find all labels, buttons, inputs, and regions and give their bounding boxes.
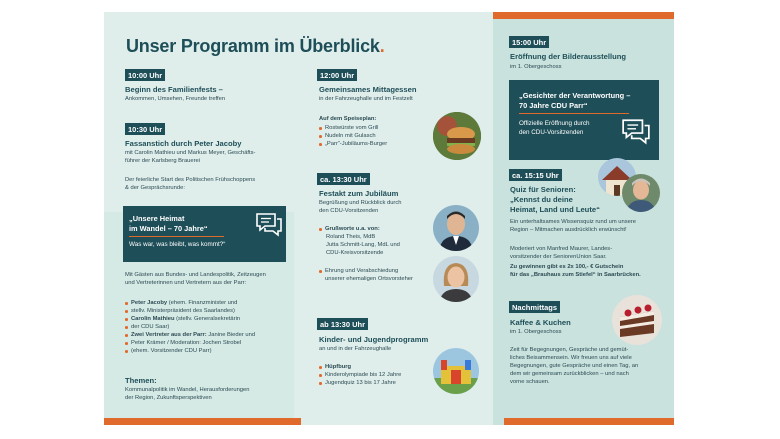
event-text: Der feierliche Start des Politischen Frühschoppens (125, 177, 256, 183)
event-title: Festakt zum Jubiläum (319, 189, 399, 198)
senior-photo (622, 174, 660, 212)
kids-list (319, 363, 401, 387)
quote-box (509, 80, 659, 160)
event-text: im 1. Obergeschoss (510, 64, 562, 70)
event-text: dem wir gemeinsam zurückblicken – und nach (510, 371, 629, 377)
quote-rule (519, 113, 629, 114)
man-portrait (433, 205, 479, 251)
guest-text: und Vertreterinnen und Vertretern aus der Parr: (125, 280, 247, 286)
quote-rule (129, 236, 224, 237)
cake-photo (612, 295, 662, 345)
prize-text: Zu gewinnen gibt es 2x 100,- € Gutschein (510, 264, 624, 270)
quote-subline: Was war, was bleibt, was kommt?“ (129, 241, 226, 248)
event-text: Begegnungen, gute Gespräche und einen Tag, an (510, 363, 639, 369)
event-text: & der Gesprächsrunde: (125, 185, 185, 191)
bouncy-castle-photo (433, 348, 479, 394)
list-item: Kinderolympiade bis 12 Jahre (319, 371, 401, 379)
list-item: Peter Jacoby (ehem. Finanzminister und (125, 299, 255, 307)
themen-text: Kommunalpolitik im Wandel, Herausforderungen (125, 387, 250, 393)
greet-list (319, 225, 380, 233)
food-photo (433, 112, 481, 160)
event-text: an und in der Fahrzeughalle (319, 346, 392, 352)
event-title: „Kennst du deine (510, 195, 573, 204)
quote-line: „Gesichter der Verantwortung – (519, 91, 631, 100)
event-text: Ankommen, Umsehen, Freunde treffen (125, 96, 226, 102)
list-item-cont: der CDU Saar) (125, 323, 255, 331)
themen-text: der Region, Zukunftsperspektiven (125, 395, 212, 401)
cake-image (612, 295, 662, 345)
event-text: vorne schauen. (510, 379, 550, 385)
menu-list (319, 124, 387, 148)
event-text: im 1. Obergeschoss (510, 329, 562, 335)
time-badge: Nachmittags (509, 301, 560, 313)
event-text: führer der Karlsberg Brauerei (125, 158, 201, 164)
event-text: Ein unterhaltsames Wissensquiz rund um unsere (510, 219, 636, 225)
event-text: den CDU-Vorsitzenden (319, 208, 379, 214)
program-flyer (104, 12, 674, 425)
event-title: Kinder- und Jugendprogramm (319, 335, 429, 344)
greet-name: Jutta Schmitt-Lang, MdL und (326, 242, 400, 248)
time-badge: ca. 15:15 Uhr (509, 169, 562, 181)
portrait-photo (433, 256, 479, 302)
event-title: Kaffee & Kuchen (510, 318, 571, 327)
bouncy-castle-image (433, 348, 479, 394)
list-item: Jugendquiz 13 bis 17 Jahre (319, 379, 401, 387)
time-badge: 15:00 Uhr (509, 36, 549, 48)
guest-list (125, 299, 255, 355)
list-item-cont: stellv. Ministerpräsident des Saarlandes) (125, 307, 255, 315)
event-text: liches Beisammensein. Wir freuen uns auf viele (510, 355, 632, 361)
themen-heading: Themen: (125, 376, 157, 385)
list-item: Carolin Mathieu (stellv. Generalsekretärin (125, 315, 255, 323)
list-item-cont: Peter Krämer / Moderation: Jochen Strobel (125, 339, 255, 347)
prize-text: für das „Brauhaus zum Stiefel“ in Saarbrücken. (510, 272, 641, 278)
quote-line: „Unsere Heimat (129, 214, 185, 223)
chat-bubbles-icon (255, 212, 283, 238)
chat-bubbles-icon (621, 118, 651, 146)
event-text: in der Fahrzeughalle und im Festzelt (319, 96, 413, 102)
event-title: Quiz für Senioren: (510, 185, 576, 194)
senior-portrait (622, 174, 660, 212)
portrait-photo (433, 205, 479, 251)
time-badge: 10:30 Uhr (125, 123, 165, 135)
list-item-cont: (ehem. Vorsitzender CDU Parr) (125, 347, 255, 355)
quote-subline: Offizielle Eröffnung durch (519, 120, 590, 127)
event-title: Eröffnung der Bilderausstellung (510, 52, 627, 61)
time-badge: 10:00 Uhr (125, 69, 165, 81)
quote-box (123, 206, 286, 262)
event-text: Region – Mitmachen ausdrücklich erwünscht! (510, 227, 627, 233)
event-text: mit Carolin Mathieu und Markus Meyer, Geschäfts- (125, 150, 256, 156)
menu-heading: Auf dem Speiseplan: (319, 116, 377, 122)
time-badge: 12:00 Uhr (317, 69, 357, 81)
event-title: Beginn des Familienfests – (125, 85, 223, 94)
woman-portrait (433, 256, 479, 302)
event-text: Zeit für Begegnungen, Gespräche und gemüt- (510, 347, 629, 353)
list-item: Zwei Vertreter aus der Parr: Janine Bieder und (125, 331, 255, 339)
quote-line: im Wandel – 70 Jahre“ (129, 224, 208, 233)
greet-name: CDU-Kreisvorsitzende (326, 250, 384, 256)
page-title: Unser Programm im Überblick. (126, 36, 385, 56)
list-item: Nudeln mit Gulasch (319, 132, 387, 140)
list-item: Hüpfburg (319, 363, 401, 371)
greet-name: Roland Theis, MdB (326, 234, 376, 240)
accent-bar (493, 12, 674, 19)
event-title: Gemeinsames Mittagessen (319, 85, 417, 94)
event-text: vorsitzender der SeniorenUnion Saar. (510, 254, 607, 260)
time-badge: ab 13:30 Uhr (317, 318, 368, 330)
event-text: Begrüßung und Rückblick durch (319, 200, 402, 206)
list-item: Grußworte u.a. von: (319, 225, 380, 233)
honor-text: unserer ehemaligen Ortsvorsteher (325, 276, 413, 282)
quote-subline: den CDU-Vorsitzenden (519, 129, 584, 136)
accent-bar (504, 418, 674, 425)
accent-bar (104, 418, 301, 425)
burger-image (433, 112, 481, 160)
list-item: Rostwürste vom Grill (319, 124, 387, 132)
honor-list (319, 267, 398, 275)
event-title: Heimat, Land und Leute“ (510, 205, 600, 214)
time-badge: ca. 13:30 Uhr (317, 173, 370, 185)
list-item: Ehrung und Verabschiedung (319, 267, 398, 275)
list-item: „Parr“-Jubiläums-Burger (319, 140, 387, 148)
guest-text: Mit Gästen aus Bundes- und Landespolitik, Zeitzeugen (125, 272, 266, 278)
event-title: Fassanstich durch Peter Jacoby (125, 139, 242, 148)
quote-line: 70 Jahre CDU Parr“ (519, 101, 588, 110)
event-text: Moderiert von Manfred Maurer, Landes- (510, 246, 613, 252)
